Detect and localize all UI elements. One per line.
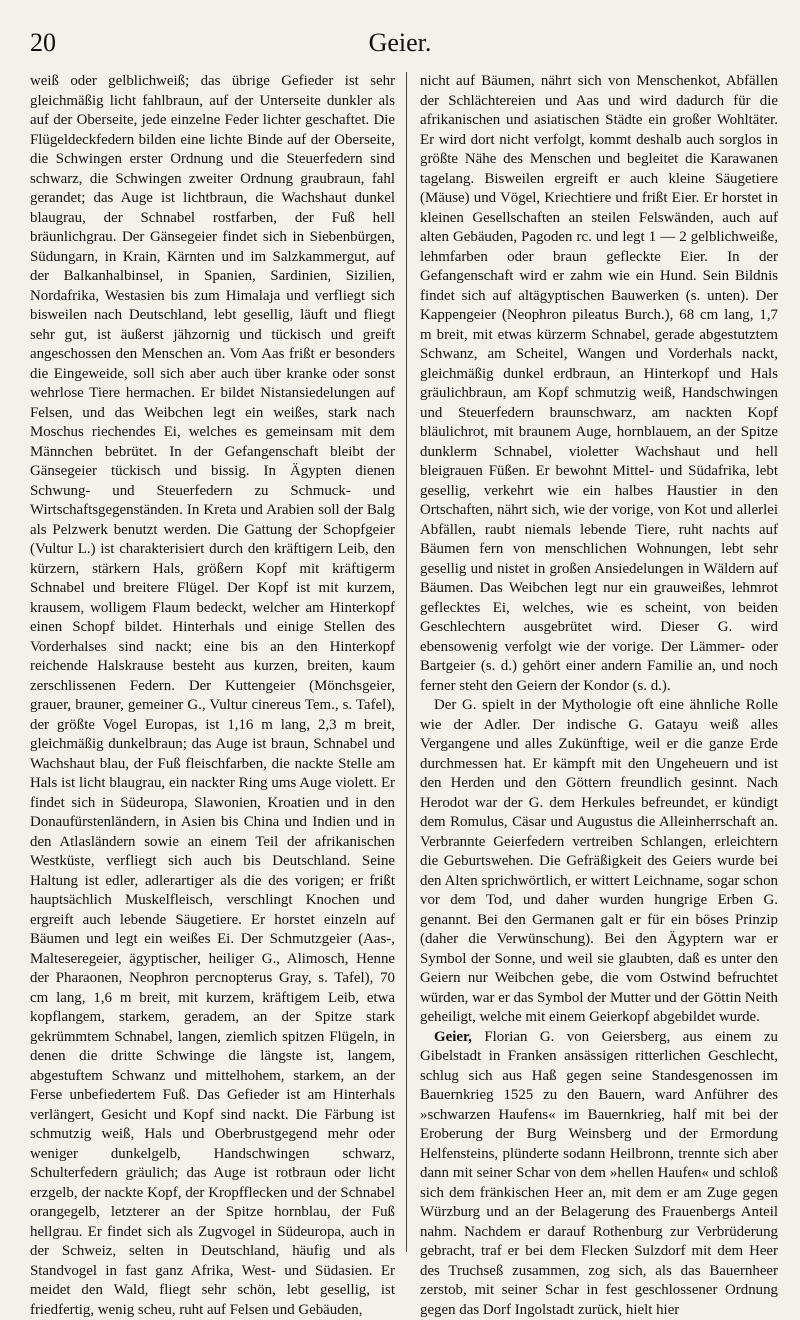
entry-geier-florian <box>420 1028 778 1320</box>
left-paragraph-1: weiß oder gelblichweiß; das übrige Gefieder ist sehr gleichmäßig licht fahlbraun, auf der Unterseite dunkler als auf der Oberseite, jede einzelne Feder lichter geschaftet. Die Flügeldeckfedern bilden eine lichte Binde auf der Oberseite, die Schwingen erster Ordnung und die Steuerfedern sind schwarz, die Schwingen zweiter Ordnung graubraun, fahl gerandet; das Auge ist lichtbraun, die Wachshaut dunkel blaugrau, der Schnabel rostfarben, der Fuß hell bräunlichgrau. Der Gänsegeier findet sich in Siebenbürgen, Südungarn, in Krain, Kärnten und im Salzkammergut, auf der Balkanhalbinsel, in Spanien, Sardinien, Sizilien, Nordafrika, Westasien bis zum Himalaja und verfliegt sich bisweilen nach Deutschland, lebt gesellig, läuft und fliegt sehr gut, ist äußerst jähzornig und tückisch und greift angeschossen den Menschen an. Vom Aas frißt er besonders die Eingeweide, soll sich aber auch über kranke oder sonst wehrlose Tiere hermachen. Er bildet Nistansiedelungen auf Felsen, und das Weibchen legt ein weißes, stark nach Moschus riechendes Ei, welches es gemeinsam mit dem Männchen bebrütet. In der Gefangenschaft bleibt der Gänsegeier tückisch und bissig. In Ägypten dienen Schwung- und Steuerfedern zu Schmuck- und Wirtschaftsgegenständen. In Kreta und Arabien soll der Balg als Pelzwerk benutzt werden. Die Gattung der Schopfgeier (Vultur L.) ist charakterisiert durch den kräftigern Leib, den kürzern, stärkern Hals, größern Kopf mit kräftigerm Schnabel und breitere Flügel. Der Kopf ist mit kurzem, krausem, wolligem Flaum bedeckt, welcher am Hinterkopf einen Schopf bildet. Hinterhals und einige Stellen des Vorderhalses sind nackt; eine bis an den Hinterkopf reichende Halskrause besteht aus kurzen, breiten, kaum zerschlissenen Federn. Der Kuttengeier (Mönchsgeier, grauer, brauner, gemeiner G., Vultur cinereus Tem., s. Tafel), der größte Vogel Europas, ist 1,16 m lang, 2,3 m breit, gleichmäßig dunkelbraun; das Auge ist braun, Schnabel und Wachshaut blau, der Fuß fleischfarben, die nackte Stelle am Hals ist licht blaugrau, ein nackter Ring ums Auge violett. Er findet sich in Südeuropa, Slawonien, Kroatien und in den Donaufürstenländern, in Asien bis China und Indien und in den Atlasländern sowie an einem Teil der afrikanischen Westküste, verfliegt sich auch bis Deutschland. Seine Haltung ist edler, adlerartiger als die des vorigen; er frißt hauptsächlich Muskelfleisch, verschlingt Knochen und ergreift auch lebende Säugetiere. Er horstet einzeln auf Bäumen und legt ein weißes Ei. Der Schmutzgeier (Aas-, Malteseregeier, ägyptischer, heiliger G., Alimosch, Henne der Pharaonen, Neophron percnopterus Gray, s. Tafel), 70 cm lang, 1,6 m breit, mit kurzem, kräftigem Leib, etwa kopflangem, starkem, geradem, an der Spitze stark gekrümmtem Schnabel, langen, ziemlich spitzen Flügeln, in denen die dritte Schwinge die längste ist, langem, abgestuftem Schwanz und mittelhohem, starkem, an der Ferse unbefiedertem Fuß. Das Gefieder ist am Hinterhals verlängert, Gesicht und Kopf sind nackt. Die Färbung ist schmutzig weiß, Hals und Oberbrustgegend mehr oder weniger dunkelgelb, Handschwingen schwarz, Schulterfedern gräulich; das Auge ist rotbraun oder licht erzgelb, der nackte Kopf, der Kropfflecken und der Schnabel orangegelb, letzterer an der Spitze hornblau, der Fuß hellgrau. Er findet sich als Zugvogel in Südeuropa, auch in der Schweiz, selten in Deutschland, häufig und als Standvogel in fast ganz Afrika, West- und Südasien. Er meidet den Wald, fliegt sehr schön, lebt gesellig, ist friedfertig, wenig scheu, ruht auf Felsen und Gebäuden, <box>30 72 395 1320</box>
right-column <box>420 72 778 1320</box>
entry-text: Florian G. von Geiersberg, aus einem zu Gibelstadt in Franken ansässigen ritterlichen Geschlecht, schlug sich aus Haß gegen seine Standesgenossen im Bauernkrieg 1525 zu den Bauern, ward Anführer des »schwarzen Haufens« im Bauernkrieg, half mit bei der Eroberung der Burg Weinsberg und der Ermordung Helfensteins, plünderte sodann Heilbronn, trennte sich aber dann mit seiner Schar von dem »hellen Haufen« und schloß sich dem fränkischen Heer an, mit dem er am Zuge gegen Würzburg und an der Belagerung des Frauenbergs Anteil nahm. Nachdem er darauf Rothenburg zur Verbrüderung gebracht, traf er bei dem Flecken Sulzdorf mit dem Heer des Truchseß zusammen, zog sich, als das Bauernheer zerstob, mit seiner Schar in fest geschlossener Ordnung gegen das Dorf Ingolstadt zurück, hielt hier <box>420 1029 778 1318</box>
page-number: 20 <box>30 28 56 58</box>
right-paragraph-2: Der G. spielt in der Mythologie oft eine ähnliche Rolle wie der Adler. Der indische G. Gatayu weiß alles Vergangene und alles Zukünftige, weil er die ganze Erde durchmessen hat. Er kämpft mit den Ungeheuern und ist den Herden und den Göttern freundlich gesinnt. Nach Herodot war der G. dem Herkules befreundet, er kündigt dem Romulus, Cäsar und Augustus die Alleinherrschaft an. Verbrannte Geierfedern vertreiben Schlangen, erleichtern die Geburtswehen. Die Gefräßigkeit des Geiers wurde bei den Alten sprichwörtlich, er wittert Leichname, sogar schon vor dem Tod, und daher wurden hungrige Erben G. genannt. Bei den Germanen galt er für ein böses Prinzip (daher die Verwünschung). Bei den Ägyptern war er Symbol der Sonne, und weil sie glaubten, daß es unter den Geiern nur Weibchen gebe, die vom Ostwind befruchtet würden, war er das Symbol der Mutter und der Göttin Neith geheiligt, welche mit einem Geierkopf abgebildet wurde. <box>420 696 778 1028</box>
page-header <box>30 28 770 62</box>
right-paragraph-1: nicht auf Bäumen, nährt sich von Menschenkot, Abfällen der Schlächtereien und Aas und wird dadurch für die afrikanischen und asiatischen Städte ein großer Wohltäter. Er wird dort nicht verfolgt, kommt deshalb auch sorglos in größte Nähe des Menschen und begleitet die Karawanen tagelang. Bisweilen ergreift er auch kleine Säugetiere (Mäuse) und Vögel, Kriechtiere und frißt Eier. Er horstet in kleinen Gesellschaften an steilen Felswänden, auch auf alten Gebäuden, Pagoden rc. und legt 1 — 2 gelblichweiße, lehmfarben oder braun gefleckte Eier. In der Gefangenschaft wird er zahm wie ein Hund. Sein Bildnis findet sich auf altägyptischen Bauwerken (s. unten). Der Kappengeier (Neophron pileatus Burch.), 68 cm lang, 1,7 m breit, mit etwas kürzerm Schnabel, gerade abgestutztem Schwanz, am Scheitel, Wangen und Vorderhals nackt, gleichmäßig dunkel erdbraun, an Hinterkopf und Hals gräulichbraun, am Kopf schmutzig weiß, Handschwingen und Steuerfedern braunschwarz, am nackten Kopf bläulichrot, mit braunem Auge, hornblauem, an der Spitze dunklerm Schnabel, violetter Wachshaut und hell bleigrauen Füßen. Er bewohnt Mittel- und Südafrika, lebt gesellig, verkehrt wie ein halbes Haustier in den Ortschaften, nährt sich, wie der vorige, von Kot und allerlei Abfällen, raubt niemals lebende Tiere, ruht nachts auf Bäumen fern von menschlichen Wohnungen, lebt sehr gesellig und nistet in großen Ansiedelungen in Wäldern auf Bäumen. Das Weibchen legt nur ein grauweißes, lehmrot geflecktes Ei, welches, wie es scheint, von beiden Geschlechtern ausgebrütet wird. Dieser G. wird ebensowenig verfolgt wie der vorige. Der Lämmer- oder Bartgeier (s. d.) gehört einer andern Familie an, und noch ferner steht den Geiern der Kondor (s. d.). <box>420 72 778 696</box>
left-column <box>30 72 395 1320</box>
entry-headword: Geier, <box>434 1029 472 1045</box>
column-divider <box>406 72 407 1252</box>
running-head: Geier. <box>30 28 770 58</box>
